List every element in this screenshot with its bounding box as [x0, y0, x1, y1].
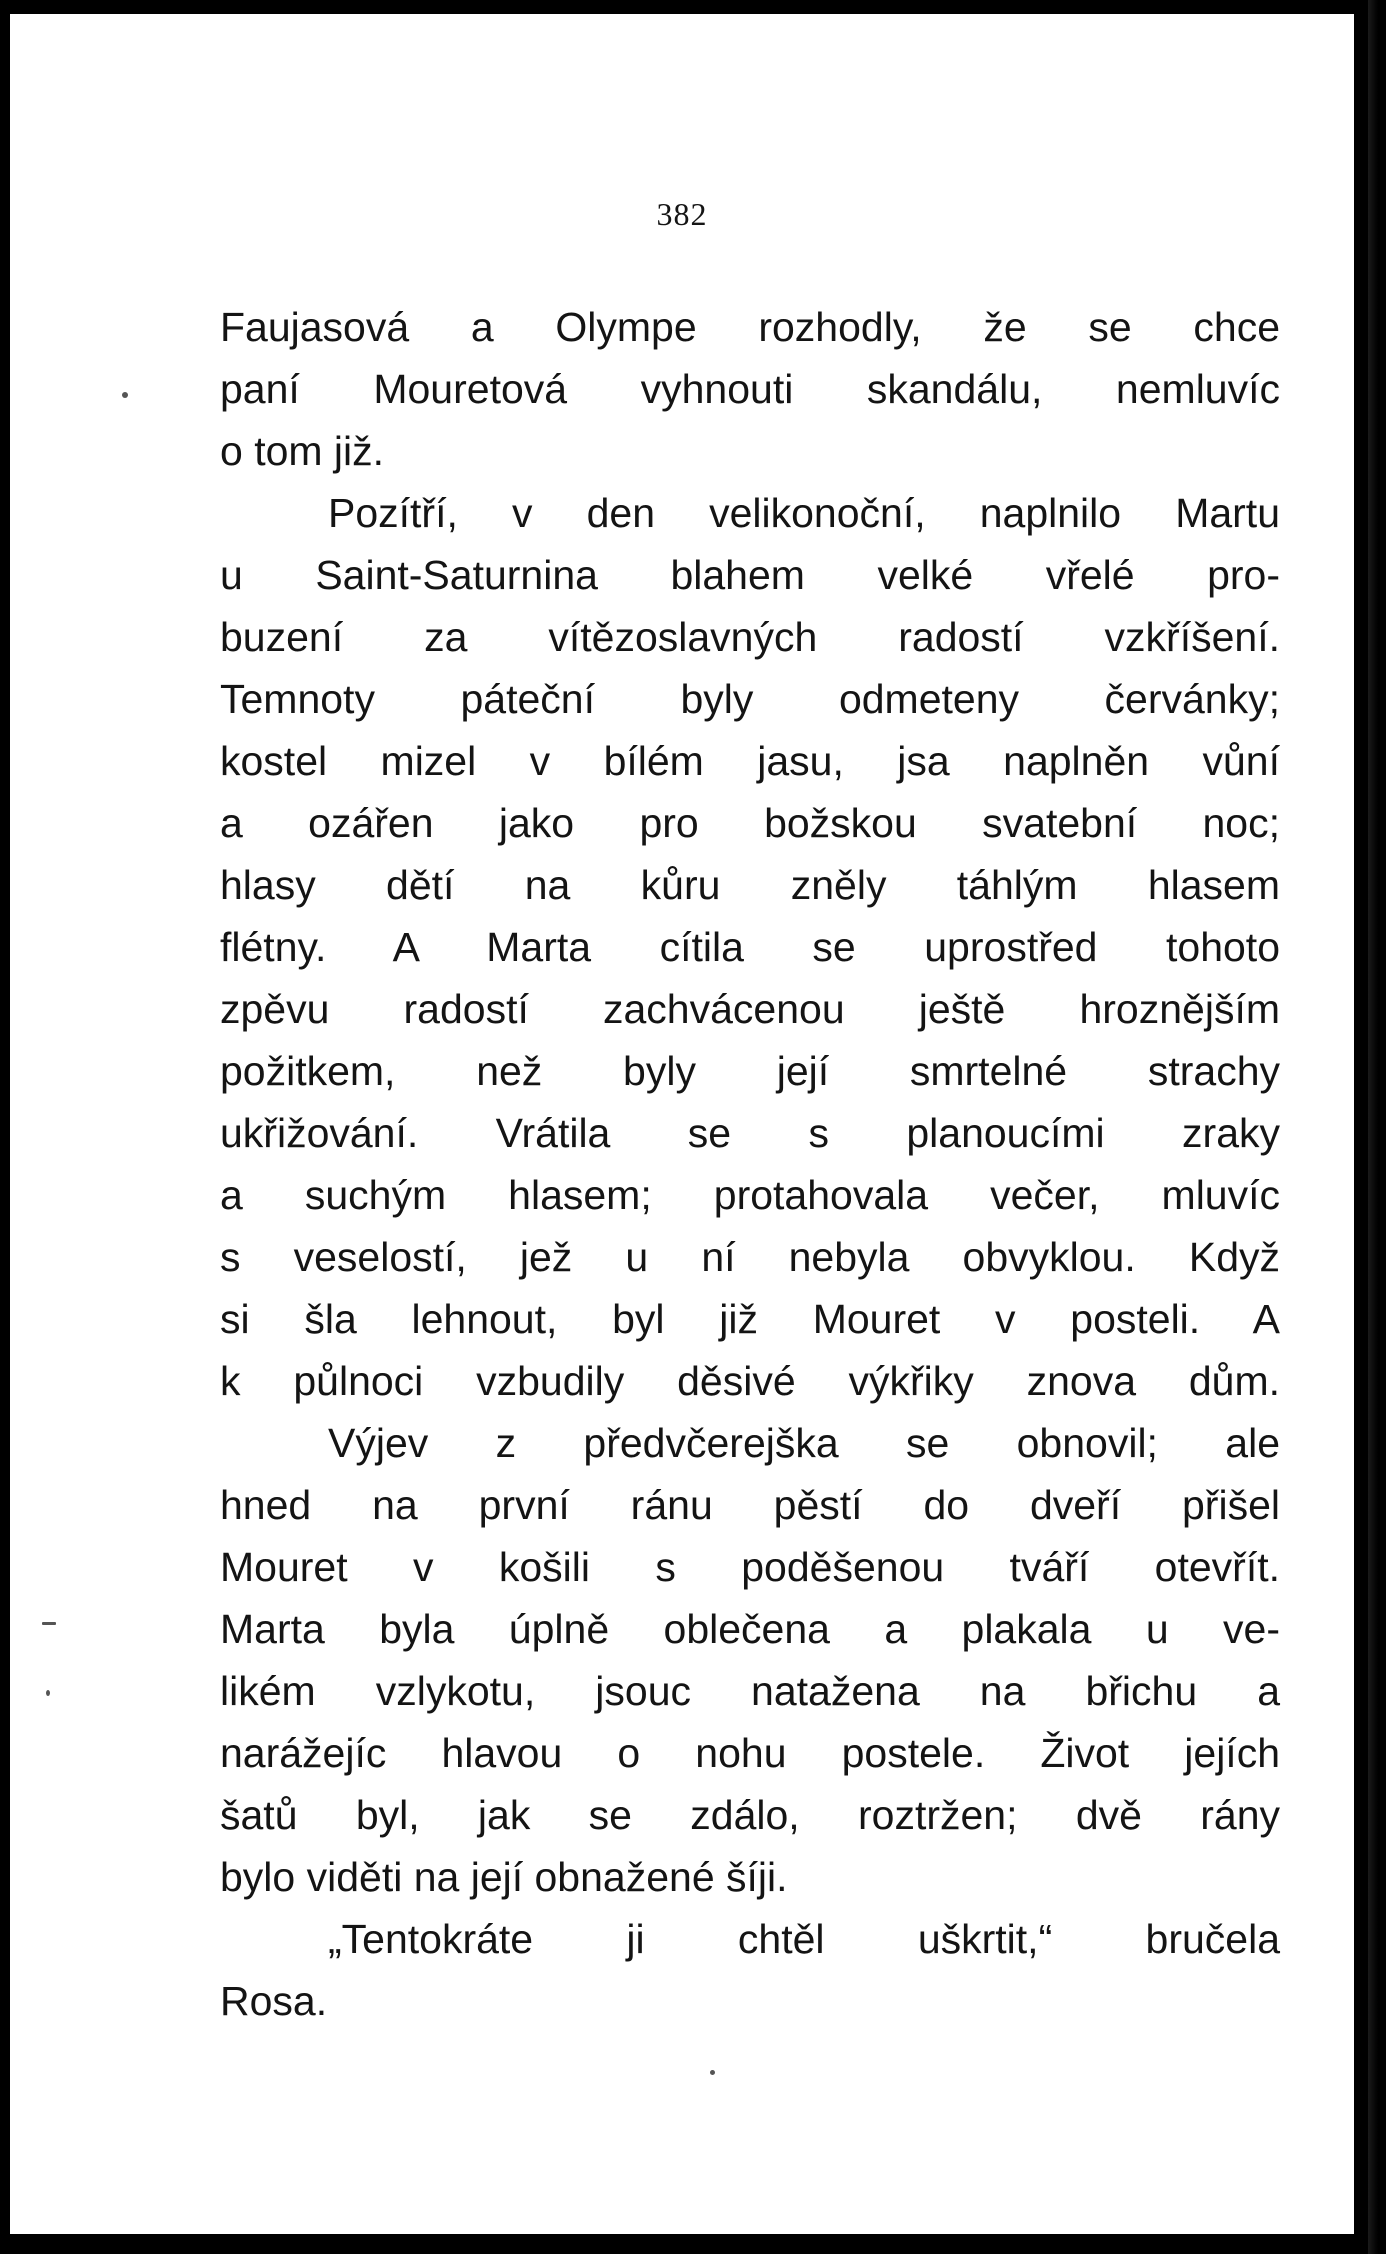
text-line: bylo viděti na její obnažené šíji. [220, 1854, 788, 1900]
text-line: s veselostí, jež u ní nebyla obvyklou. Když [220, 1234, 1280, 1280]
text-line: Výjev z předvčerejška se obnovil; ale [328, 1420, 1280, 1466]
text-line: u Saint-Saturnina blahem velké vřelé pro- [220, 552, 1280, 598]
scan-speck [42, 1622, 56, 1625]
text-line: paní Mouretová vyhnouti skandálu, nemluvíc [220, 366, 1280, 412]
book-page [10, 14, 1354, 2234]
text-line: k půlnoci vzbudily děsivé výkřiky znova dům. [220, 1358, 1280, 1404]
text-line: Pozítří, v den velikonoční, naplnilo Martu [328, 490, 1280, 536]
text-line: hned na první ránu pěstí do dveří přišel [220, 1482, 1280, 1528]
paragraph-3 [220, 1412, 1280, 1908]
text-line: šatů byl, jak se zdálo, roztržen; dvě rány [220, 1792, 1280, 1838]
text-line: narážejíc hlavou o nohu postele. Život jejích [220, 1730, 1280, 1776]
text-line: buzení za vítězoslavných radostí vzkříšení. [220, 614, 1280, 660]
text-line: Rosa. [220, 1978, 328, 2024]
text-line: hlasy dětí na kůru zněly táhlým hlasem [220, 862, 1280, 908]
text-line: si šla lehnout, byl již Mouret v posteli. A [220, 1296, 1280, 1342]
text-line: kostel mizel v bílém jasu, jsa naplněn vůní [220, 738, 1280, 784]
text-line: likém vzlykotu, jsouc natažena na břichu a [220, 1668, 1280, 1714]
text-line: Mouret v košili s poděšenou tváří otevřít. [220, 1544, 1280, 1590]
text-line: o tom již. [220, 428, 385, 474]
scan-speck [122, 392, 128, 398]
text-line: flétny. A Marta cítila se uprostřed tohoto [220, 924, 1280, 970]
paragraph-2 [220, 482, 1280, 1412]
text-line: zpěvu radostí zachvácenou ještě hroznějším [220, 986, 1280, 1032]
scan-edge [1368, 0, 1378, 2254]
page-number: 382 [656, 196, 708, 232]
body-text [220, 296, 1280, 2032]
scan-speck [46, 1690, 50, 1696]
text-line: Marta byla úplně oblečena a plakala u ve- [220, 1606, 1280, 1652]
text-line: ukřižování. Vrátila se s planoucími zraky [220, 1110, 1280, 1156]
text-line: a suchým hlasem; protahovala večer, mluvíc [220, 1172, 1280, 1218]
text-line: a ozářen jako pro božskou svatební noc; [220, 800, 1280, 846]
text-line: Faujasová a Olympe rozhodly, že se chce [220, 304, 1280, 350]
text-line: „Tentokráte ji chtěl uškrtit,“ bručela [328, 1916, 1280, 1962]
scan-speck [710, 2070, 715, 2075]
text-line: Temnoty páteční byly odmeteny červánky; [220, 676, 1280, 722]
text-line: požitkem, než byly její smrtelné strachy [220, 1048, 1280, 1094]
paragraph-1 [220, 296, 1280, 482]
paragraph-4 [220, 1908, 1280, 2032]
